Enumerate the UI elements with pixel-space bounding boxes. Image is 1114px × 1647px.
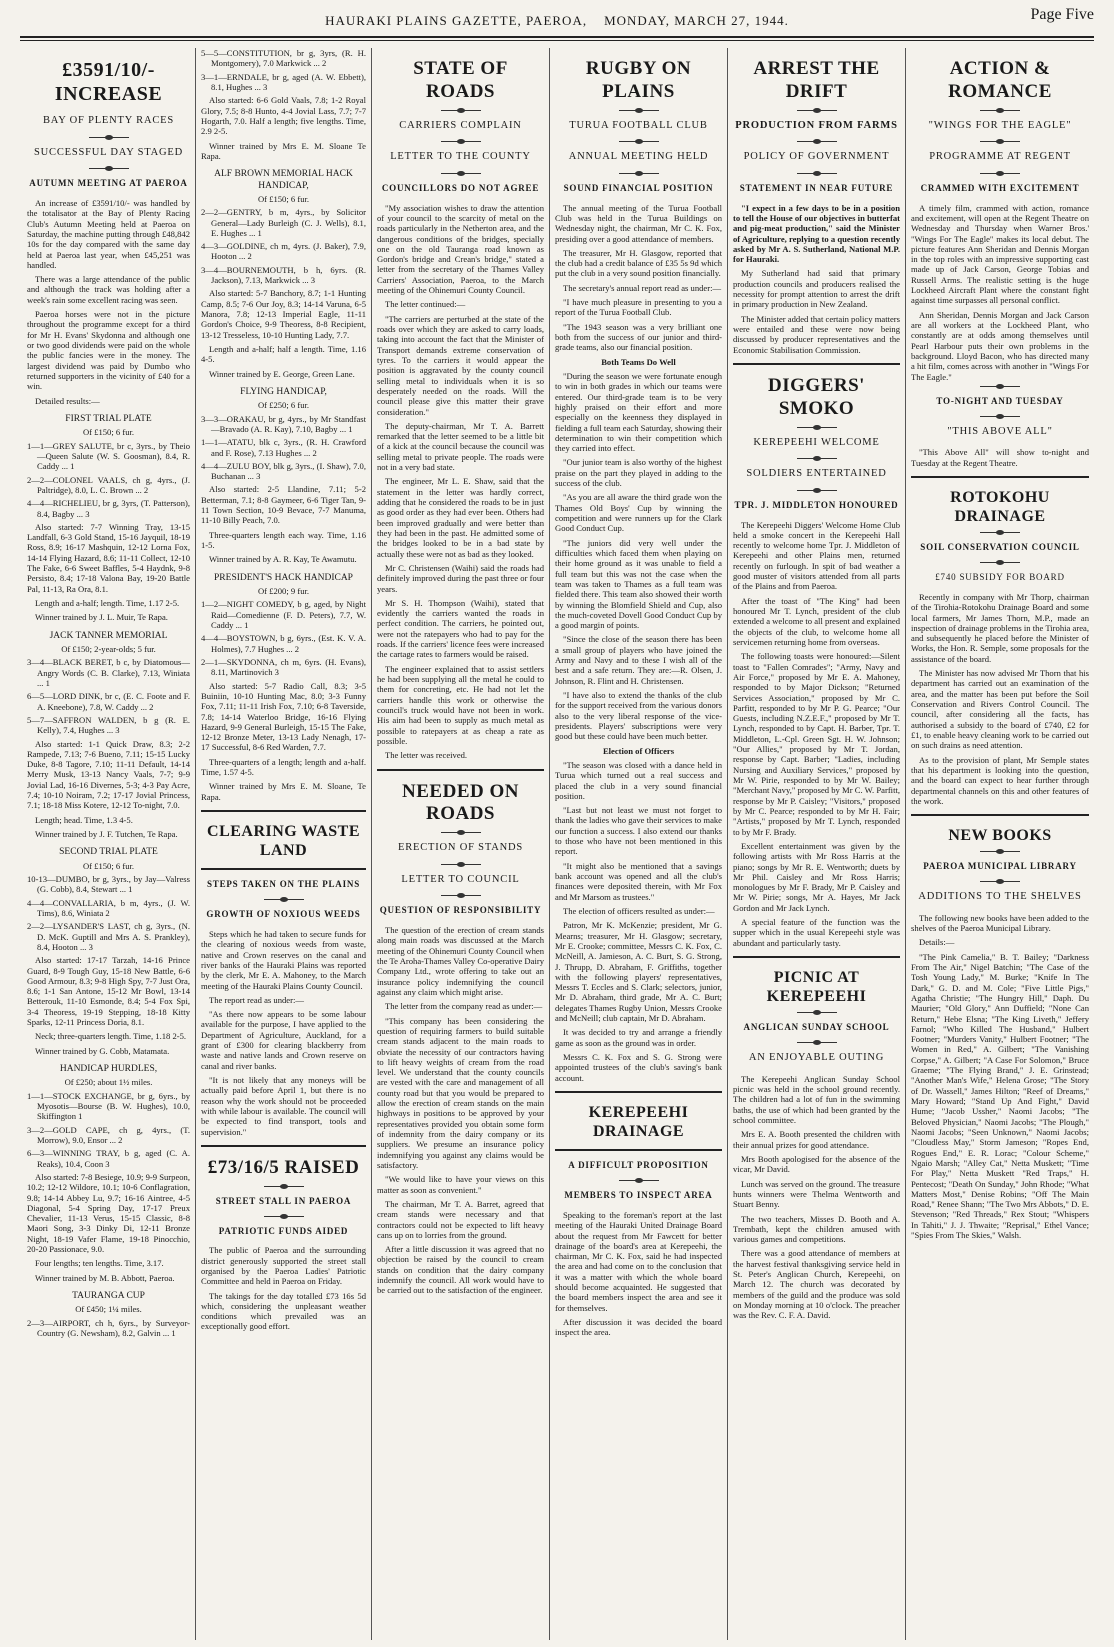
race-title: FLYING HANDICAP, (240, 386, 327, 397)
race-entry: 2—3—AIRPORT, ch h, 6yrs., by Surveyor-Country (G. Newsham), 8.2, Galvin ... 1 (27, 1317, 190, 1339)
race-entry: 5—5—CONSTITUTION, br g, 3yrs, (R. H. Montgomery), 7.0 Markwick ... 2 (201, 48, 366, 69)
paragraph: Mr C. Christensen (Waihi) said the roads had definitely improved during the past three or four years. (377, 562, 544, 594)
section-rule (733, 363, 900, 365)
paragraph: Winner trained by Mrs E. M. Sloane, Te Rapa. (201, 781, 366, 802)
paragraph: Neck; three-quarters length. Time, 1.18 2-5. (35, 1031, 187, 1042)
race-entry: 4—4—CONVALLARIA, b m, 4yrs., (J. W. Tims), 8.6, Winiata 2 (27, 897, 190, 918)
paragraph: The treasurer, Mr H. Glasgow, reported that the club had a credit balance of £35 5s 9d which put the club in a very sound position financially. (555, 247, 722, 279)
column-6 (906, 48, 1094, 1640)
race-stake: Of £250; about 1½ miles. (64, 1077, 153, 1088)
paragraph: Mrs Booth apologised for the absence of the vicar, Mr David. (733, 1153, 900, 1175)
divider (441, 173, 481, 174)
headline-kerepeehi-drainage: KEREPEEHI DRAINAGE (588, 1103, 689, 1141)
subhead: STATEMENT IN NEAR FUTURE (739, 182, 894, 193)
paragraph: Four lengths; ten lengths. Time, 3.17. (35, 1258, 164, 1269)
divider (797, 490, 837, 491)
subhead: TURUA FOOTBALL CLUB (569, 119, 708, 131)
paragraph: Also started: 1-1 Quick Draw, 8.3; 2-2 Rampede, 7.13; 7-6 Bueno, 7.11; 15-15 Lucky Duke, 8-8 Tagore, 7.10; 11-11 Default, 14-14 Merry Musk, 13-13 Nancy Vaals, 7-7; 9-9 Jovial Lad, 16-16 Divernes, 5-3; 4-3 Pay Acre, 7.4; 10-10 Noiram, 7.2; 17-17 Jovial Princess, 7.1; 18-18 Miss Kotere, 12-12 To-night, 7.0. (27, 738, 190, 811)
paragraph: "The season was closed with a dance held in Turua which turned out a real success and placed the club in a very sound financial position. (555, 759, 722, 801)
divider (619, 173, 659, 174)
subhead: QUESTION OF RESPONSIBILITY (379, 905, 542, 916)
paragraph: "I have also to extend the thanks of the club for the support received from the various donors also to the very liberal response of the vice-presidents. Players' subscriptions were very good but these could have been much better. (555, 690, 722, 742)
paragraph: The question of the erection of cream stands along main roads was discussed at the March meeting of the Ohinemuri County Council when the Te Aroha-Thames Valley Co-operative Dairy Company Ltd., wrote offering to take out an insurance policy indemnifying the council against any claim which might arise. (377, 925, 544, 997)
paragraph: The election of officers resulted as under:— (563, 905, 715, 916)
headline-clearing-waste-land: CLEARING WASTE LAND (207, 823, 360, 860)
subhead: BAY OF PLENTY RACES (42, 115, 174, 126)
paragraph: The letter was received. (385, 750, 468, 761)
section-rule (911, 476, 1089, 478)
paragraph: My Sutherland had said that primary production councils and producers realised the necessity for prompt attention to arrest the drift in primary production in New Zealand. (733, 268, 900, 310)
paragraph: Length; head. Time, 1.3 4-5. (35, 814, 133, 825)
masthead (20, 6, 1094, 36)
race-title: SECOND TRIAL PLATE (59, 847, 158, 858)
divider (441, 895, 481, 896)
paragraph: "During the season we were fortunate enough to win in both grades in which our teams were entered. Our third-grade team is to be very highly praised on their effort and more especially on the keenness they displayed in fielding a full team each Saturday, showing their determination to win their competition which they carried into effect. (555, 370, 722, 454)
divider (264, 899, 304, 900)
section-rule (377, 769, 544, 771)
subhead: AN ENJOYABLE OUTING (748, 1052, 885, 1064)
paragraph: The Minister added that certain policy matters were entailed and these were now being discussed by producer representatives and the Economic Stabilisation Commission. (733, 313, 900, 355)
divider (619, 110, 659, 111)
subhead: ANGLICAN SUNDAY SCHOOL (743, 1022, 890, 1033)
paragraph: The letter from the company read as under:— (385, 1001, 543, 1012)
paragraph: After a little discussion it was agreed that no objection be raised by the council to cream stands on condition that the dairy company indemnify the council. All work would have to be carried out to the satisfaction of the engineer. (377, 1244, 544, 1296)
divider (797, 458, 837, 459)
paragraph: A special feature of the function was the supper which in the usual Kerepeehi style was abundant and particularly tasty. (733, 917, 900, 948)
page-number: Page Five (1030, 6, 1094, 23)
race-entry: 2—2—COLONEL VAALS, ch g, 4yrs., (J. Paltridge), 8.0, L. C. Brown ... 2 (27, 474, 190, 495)
race-title: HANDICAP HURDLES, (59, 1064, 158, 1075)
paragraph: The chairman, Mr T. A. Barret, agreed that cream stands were necessary and that contractors could not be expected to lift heavy cans up on to lorries from the ground. (377, 1198, 544, 1240)
divider (980, 173, 1020, 174)
paragraph: "We would like to have your views on this matter as soon as convenient." (377, 1174, 544, 1195)
subhead: SOIL CONSERVATION COUNCIL (920, 542, 1080, 553)
divider (797, 1042, 837, 1043)
paragraph: Also started: 7-7 Winning Tray, 13-15 Landfall, 6-3 Gold Stand, 15-16 Jayquil, 18-19 Ross, 8.9; 16-17 Mashquin, 12-12 Lorna Fox, 14-14 Flying Hazard, 8.6; 11-11 Collect, 12-10 The Fake, 6-6 Sweet Baffles, 5-4 Haydnk, 9-8 Persisto, 8.4; 17-18 Valona Bay, 19-20 Battle Pal, 11-13, Ra Ora, 8.1. (27, 521, 190, 594)
headline-raised: £73/16/5 RAISED (207, 1156, 360, 1178)
subhead: PROGRAMME AT REGENT (929, 151, 1071, 163)
paragraph: There was a large attendance of the public and although the track was holding after a week's rain some excellent racing was seen. (27, 274, 190, 305)
race-title: JACK TANNER MEMORIAL (49, 630, 168, 641)
paragraph: Three-quarters of a length; length and a-half. Time, 1.57 4-5. (201, 756, 366, 778)
subhead: SOUND FINANCIAL POSITION (563, 182, 714, 193)
paragraph: Winner trained by M. B. Abbott, Paeroa. (35, 1272, 175, 1283)
paragraph: A timely film, crammed with action, romance and excitement, will open at the Regent Theatre on Wednesday and Thursday when Warner Bros.' "Wings For The Eagle" makes its local debut. The picture features Ann Sheridan and Dennis Morgan in the top roles with an impressive supporting cast made up of Jack Carson, George Tobias and Russell Arms. The realistic setting is the huge Lockheed Aircraft Plant where the constant fight against time surpasses all personal conflict. (911, 202, 1089, 306)
paragraph: Winner trained by J. L. Muir, Te Rapa. (35, 612, 168, 623)
headline-needed-on-roads: NEEDED ON ROADS (402, 780, 519, 825)
divider (980, 851, 1020, 852)
column-4 (550, 48, 728, 1640)
subhead: ERECTION OF STANDS (398, 842, 523, 854)
headline-state-of-roads: STATE OF ROADS (413, 58, 508, 102)
paragraph: The report read as under:— (209, 994, 304, 1005)
section-rule (201, 810, 366, 812)
masthead-title: HAURAKI PLAINS GAZETTE, PAEROA, MONDAY, MARCH 27, 1944. (325, 13, 789, 28)
columns (22, 48, 1094, 1640)
paragraph: Patron, Mr K. McKenzie; president, Mr G. Mearns; treasurer, Mr H. Glasgow; secretary, Mr E. Crooke; committee, Messrs C. K. Fox, C. McNeill, A. Jamieson, A. C. Burt, S. G. Strong, J. Thrupp, D. Abraham, F. Griffiths, together with the following players' representatives, Messrs T. Eccles and S. Clark; selectors, junior, Mr D. Abraham, third grade, Mr A. C. Burt; delegates Thames Rugby Union, Messrs Crooke and McNeill; club captain, Mr D. Abraham. (555, 920, 722, 1024)
subhead: TPR. J. MIDDLETON HONOURED (734, 499, 899, 510)
paragraph: Length and a-half; length. Time, 1.17 2-5. (35, 598, 180, 608)
section-rule (911, 814, 1089, 816)
paragraph: The public of Paeroa and the surrounding district generously supported the street stall organised by the Paeroa Ladies' Patriotic Committee and held in Paeroa on Friday. (201, 1245, 366, 1287)
subhead: MEMBERS TO INSPECT AREA (564, 1190, 713, 1201)
paragraph: Winner trained by J. F. Tutchen, Te Rapa. (35, 829, 178, 840)
paragraph: Length and a-half; half a length. Time, 1.16 4-5. (201, 343, 366, 365)
column-2 (196, 48, 372, 1640)
subhead: STREET STALL IN PAEROA (215, 1195, 352, 1206)
divider (980, 110, 1020, 111)
subhead: STEPS TAKEN ON THE PLAINS (206, 879, 361, 890)
race-entry: 3—4—BOURNEMOUTH, b h, 6yrs. (R. Jackson), 7.13, Markwick ... 3 (201, 264, 366, 286)
subhead: A DIFFICULT PROPOSITION (568, 1160, 709, 1171)
headline-action-romance: ACTION & ROMANCE (948, 58, 1052, 102)
paragraph: Also started: 5-7 Radio Call, 8.3; 3-5 Buiniin, 10-10 Hunting Mac, 8.0; 3-3 Funny Fox, 7.11; 11-11 Irish Fox, 7.10; 6-8 Taverside, 7.8; 14-14 Waterloo Bridge, 16-16 Flying Hazard, 9-9 General Burleigh, 15-15 The Fake, 12-12 Bronze Meter, 13-13 Lady Nenagh, 17-17 Successful, 8-6 Red Warden, 7.7. (201, 680, 366, 753)
subhead: "THIS ABOVE ALL" (947, 425, 1053, 437)
section-rule (733, 956, 900, 958)
section-rule (201, 1145, 366, 1147)
paragraph: "The Pink Camelia," B. T. Bailey; "Darkness From The Air," Nigel Batchin; "The Case of the Tosh Young Lady," M. Burke; "Knife In The Dark," G. D. and M. Cole; "Five Little Pigs," Agatha Christie; "The Hungry Hill," Daph. Du Maurier; "Old Glory," Ann Duffield; "None Can Return," Hebe Elsna; "The King Liveth," Jeffery Farnol; "Who Killed The Husband," Hulbert Footner; "Murders Vanity," Hulbert Footner; "The Women in Red," A. Gilbert; "The Vanishing Corpse," A. Gilbert; "A Case For Solomon," Bruce Graeme; "The Flying Brand," J. E. Grinstead; "Another Man's Wife," Helena Grose; "The Story of Dr. Wassell," James Hilton; "Reef of Dreams," Mary Howard; "Stand Up And Fight," David Hume; "Jacob Ussher," Naomi Jacobs; "The Beloved Physician," Naomi Jacobs; "The Plough," Naomi Jacobs; "Seen Unknown," Naomi Jacobs; "Cloudless May," Storm Jameson; "Ropes End, Rogues End," E. R. Lorac; "Colour Scheme," Ngaio Marsh; "Alley Cat," Netta Muskett; "Time For Play," Netta Muskett "Red Traps," H. Pentecost; "Death On Sunday," John Rhode; "What Matters Most," Denise Robins; "Off The Main Road," Renee Shann; "The Two Mrs Abbots," D. E. Stevenson; "Red Threads," Rex Stout; "Whispers In Tahiti," J. J. Thwaite; "Reprisal," Ethel Vance; "Spies From The Skies," Walsh. (911, 951, 1089, 1241)
divider (980, 881, 1020, 882)
divider (441, 832, 481, 833)
paragraph: The two teachers, Misses D. Booth and A. Trembath, kept the children amused with various games and competitions. (733, 1213, 900, 1245)
paragraph: Mrs E. A. Booth presented the children with their annual prizes for good attendance. (733, 1129, 900, 1150)
headline-new-books: NEW BOOKS (948, 827, 1052, 845)
race-entry: 6—5—LORD DINK, br c, (E. C. Foote and F. A. Kneebone), 7.8, W. Caddy ... 2 (27, 691, 190, 712)
paragraph: An increase of £3591/10/- was handled by the totalisator at the Bay of Plenty Racing Club's Autumn Meeting held at Paeroa on Saturday, the machine putting through £48,842 10s for the day compared with the same day held at Paeroa last year, when £45,251 was handled. (27, 197, 190, 270)
paragraph: Paeroa horses were not in the picture throughout the programme except for a third for Mr H. Evans' Skydonna and although one or two good dividends were paid on the whole the public fancies were in the money. The largest dividend was paid by Dumbo who returned supporters in the vicinity of £40 for a win. (27, 309, 190, 392)
paragraph: There was a good attendance of members at the harvest festival thanksgiving service held in St. Peter's Anglican Church, Kerepeehi, on March 12. The church was decorated by members of the guild and the produce was sold on Monday morning at 10 o'clock. The preacher was the Rev. C. F. A. David. (733, 1248, 900, 1321)
headline-rugby-on-plains: RUGBY ON PLAINS (585, 58, 692, 102)
section-rule (555, 1091, 722, 1093)
paragraph: It was decided to try and arrange a friendly game as soon as the ground was in order. (555, 1027, 722, 1048)
divider (441, 864, 481, 865)
paragraph: The following toasts were honoured:—Silent toast to "Fallen Comrades"; "Army, Navy and Air Force," proposed by Mr E. A. Mahoney, responded to by Major Dickson; "Returned Services Association," proposed by Mr C. Parfitt, responded to by Mr P. G. Pearce; "Our Guests, including N.Z.E.F.," proposed by Mr T. Lynch, responded to by Capt. H. Barber, Tpr. T. Middleton, L.-Cpl. Green Sgt. H. W. Johnson; "Our Allies," proposed by Mr T. Jordan, response by Capt. Barber; "Ladies, including Nursing and Auxiliary Services," proposed by Mr W. Pirie, responded to by Mr W. Bailey; "Merchant Navy," proposed by Mr C. W. Parfitt, response by Mr P. Caisley; "Visitors," proposed by Mr C. Pearce; responded to by Mr H. Fair; "Artists," proposed by Mr T. Lynch, responded to by Mr F. Brady. (733, 651, 900, 837)
paragraph: Winner trained by Mrs E. M. Sloane Te Rapa. (201, 140, 366, 161)
race-stake: Of £150; 6 fur. (82, 427, 135, 438)
paragraph: The Kerepeehi Diggers' Welcome Home Club held a smoke concert in the Kerepeehi Hall recently to welcome home Tpr. J. Middleton of Kerepeehi and other Plains men, returned recently on furlough. In spit of bad weather a good muster of visitors attended from all parts of the Plains and from Paeroa. (733, 519, 900, 592)
paragraph: Also started: 6-6 Gold Vaals, 7.8; 1-2 Royal Glory, 7.5; 8-8 Hunto, 4-4 Jovial Lass, 7.7; 7-7 Hogarth, 7.0. Half a length; five lengths. Time, 2.9 2-5. (201, 95, 366, 137)
paragraph: The engineer, Mr L. E. Shaw, said that the statement in the letter was hardly correct, adding that he considered the roads to be in just as good order as they had ever been. Others had been improved gradually and were better than they had been in the past. He admitted some of the bridges looked to be in a bad state by actually these were not as bad as they looked. (377, 476, 544, 559)
subhead: CARRIERS COMPLAIN (399, 119, 522, 131)
section-rule (201, 868, 366, 870)
race-title: PRESIDENT'S HACK HANDICAP (214, 572, 353, 583)
paragraph: The annual meeting of the Turua Football Club was held in the Turua Buildings on Wednesday night, the chairman, Mr C. K. Fox, presiding over a good attendance of members. (555, 202, 722, 244)
section-rule (555, 1149, 722, 1151)
race-entry: 3—2—GOLD CAPE, ch g, 4yrs., (T. Morrow), 9.0, Ensor ... 2 (27, 1124, 190, 1145)
side-head: Both Teams Do Well (601, 356, 676, 367)
paragraph: Also started: 2-5 Llandine, 7.11; 5-2 Betterman, 7.1; 8-8 Gaymeer, 6-6 Tiger Tan, 9-11 Town Section, 10-9 Bevace, 7-7 Manuma, 11-10 Billy Peach, 7.0. (201, 484, 366, 526)
race-stake: Of £150; 6 fur. (82, 860, 135, 871)
divider (980, 562, 1020, 563)
divider (980, 416, 1020, 417)
paragraph: "It is not likely that any moneys will be actually paid before April 1, but there is no reason why the work should not be proceeded with while labour is available. The council will be expected to find transport, tools and supervision." (201, 1075, 366, 1137)
subhead: LETTER TO COUNCIL (401, 873, 520, 885)
race-title: ALF BROWN MEMORIAL HACK HANDICAP, (214, 169, 353, 191)
paragraph: "The juniors did very well under the difficulties which faced them when playing on their home ground as it was unable to field a full team but this was not the case when the team was taken to Thames as a full team was fielded there. This team also showed their worth by winning the Blomfield Shield and Cup, also the much-coveted Dovell Good Conduct Cup by a good margin of points. (555, 537, 722, 631)
paragraph: Also started: 7-8 Besiege, 10.9; 9-9 Surpeon, 10.2; 12-12 Wildore, 10.1; 10-6 Conflagration, 9.8; 14-14 Abbey Lu, 9.7; 16-16 Aintree, 4-5 Diagonal, 5-4 Spring Day, 17-17 Preux Chevalier, 11-13 Verus, 15-15 Classic, 8-8 Maori Song, 3-3 Dinky Di, 12-11 Bronze Night, 18-19 Vafer Flame, 19-18 Pinocchio, 20-20 Passionace, 9.0. (27, 1171, 190, 1255)
paragraph: "The 1943 season was a very brilliant one both from the success of our junior and third-grade teams, also our financial position. (555, 321, 722, 353)
divider (441, 110, 481, 111)
subhead: LETTER TO THE COUNTY (390, 151, 531, 163)
paragraph: Also started: 5-7 Banchory, 8.7; 1-1 Hunting Camp, 8.5; 7-6 Our Joy, 8.3; 14-14 Varuna, 6-5 Manora, 7.8; 12-13 Imperial Eagle, 11-11 Gordon's Choice, 9-9 Theoress, 8-8 Recipient, 13-12 Tresseless, 10-10 Hunting Lady, 7.7. (201, 288, 366, 340)
headline-diggers-smoko: DIGGERS' SMOKO (768, 374, 865, 419)
race-entry: 1—1—GREY SALUTE, br c, 3yrs., by Theio—Queen Salute (W. S. Goosman), 8.4, R. Caddy ... 1 (27, 440, 190, 472)
paragraph: Winner trained by A. R. Kay, Te Awamutu. (209, 554, 357, 565)
subhead: GROWTH OF NOXIOUS WEEDS (206, 909, 361, 920)
paragraph: The following new books have been added to the shelves of the Paeroa Municipal Library. (911, 912, 1089, 934)
paragraph: Lunch was served on the ground. The treasure hunts winners were Thelma Wentworth and Stuart Benny. (733, 1178, 900, 1210)
paragraph: Detailed results:— (35, 395, 100, 406)
divider (797, 141, 837, 142)
paragraph: "As there now appears to be some labour available for the purpose, I have applied to the Department of Agriculture, Auckland, for a grant of £300 for clearing blackberry from waste and native lands and Crown reserve on canal and river banks. (201, 1009, 366, 1071)
divider (980, 141, 1020, 142)
race-stake: Of £150; 6 fur. (257, 193, 310, 204)
race-entry: 2—2—LYSANDER'S LAST, ch g, 3yrs., (N. D. McK. Guptill and Mrs A. S. Prankley), 8.4, Hooton ... 3 (27, 921, 190, 952)
paragraph: "I expect in a few days to be in a position to tell the House of our objectives in butterfat and pig-meat production," said the Minister of Agriculture, replying to a question recently asked by Mr A. S. Sutherland, National M.P. for Hauraki. (733, 202, 900, 265)
subhead: COUNCILLORS DO NOT AGREE (381, 182, 540, 193)
subhead: "WINGS FOR THE EAGLE" (928, 119, 1072, 131)
paragraph: "I have much pleasure in presenting to you a report of the Turua Football Club. (555, 297, 722, 318)
race-entry: 5—7—SAFFRON WALDEN, b g (R. E. Kelly), 7.4, Hughes ... 3 (27, 714, 190, 736)
divider (264, 1216, 304, 1217)
divider (797, 427, 837, 428)
paragraph: After discussion it was decided the board inspect the area. (555, 1317, 722, 1338)
subhead: TO-NIGHT AND TUESDAY (936, 395, 1064, 406)
headline-arrest-the-drift: ARREST THE DRIFT (753, 58, 880, 102)
divider (980, 532, 1020, 533)
paragraph: "As you are all aware the third grade won the Thames Old Boys' Cup by winning the competition and were runners up for the Clark Good Conduct Cup. (555, 492, 722, 534)
race-stake: Of £150; 2-year-olds; 5 fur. (61, 644, 156, 655)
paragraph: Excellent entertainment was given by the following artists with Mr Ross Harris at the piano; songs by Mr R. E. Wentworth; duets by Mr Phil. Caisley and Mr Ross Harris; monologues by Mr F. Brady, Mr P. Caisley and Mr W. Pirie; songs, Mr A. Hayes, Mr Jack Gordon and Mr Jack Lynch. (733, 840, 900, 913)
headline-picnic-at-kerepeehi: PICNIC AT KEREPEEHI (766, 969, 867, 1006)
paragraph: Mr S. H. Thompson (Waihi), stated that evidently the carriers wanted the roads in perfect condition. The carriers, he pointed out, were not the ratepayers who had to pay for the roads. If the carriers' licence fees were increased the cartage rates to farmers would be raised. (377, 597, 544, 660)
column-5 (728, 48, 906, 1640)
side-head: Election of Officers (602, 745, 675, 756)
paragraph: Messrs C. K. Fox and S. G. Strong were appointed trustees of the club's saving's bank account. (555, 1052, 722, 1083)
paragraph: The Kerepeehi Anglican Sunday School picnic was held in the school ground recently. The children had a lot of fun in the swimming baths, the use of which had been granted by the school committee. (733, 1073, 900, 1126)
paragraph: Steps which he had taken to secure funds for the clearing of noxious weeds from waste, native and Crown reserves on the canal and river banks of the Hauraki Plains was reported by the clerk, Mr E. A. Mahoney, to the March meeting of the Hauraki Plains County Council. (201, 928, 366, 991)
divider (441, 141, 481, 142)
divider (619, 1180, 659, 1181)
paragraph: Three-quarters length each way. Time, 1.16 1-5. (201, 529, 366, 551)
race-entry: 2—1—SKYDONNA, ch m, 6yrs. (H. Evans), 8.11, Martinovich 3 (201, 656, 366, 678)
divider (264, 1186, 304, 1187)
divider (797, 110, 837, 111)
paragraph: The Minister has now advised Mr Thorn that his department has carried out an examination of the area, and the matter has been put before the Soil Conservation and Rivers Control Council. The council, after considering all the facts, has authorised a subsidy to the board of £740, £2 for £1, to enable heavy cleaning work to be carried out on such drains as need attention. (911, 668, 1089, 751)
subhead: CRAMMED WITH EXCITEMENT (920, 182, 1080, 193)
subhead: SUCCESSFUL DAY STAGED (34, 146, 183, 158)
divider (89, 168, 129, 169)
race-entry: 2—2—GENTRY, b m, 4yrs., by Solicitor General—Lady Burleigh (C. J. Wells), 8.1, E. Hughes ... 1 (201, 207, 366, 238)
paragraph: Winner trained by E. George, Green Lane. (209, 368, 355, 379)
paragraph: Also started: 17-17 Tarzah, 14-16 Prince Guard, 8-9 Tough Guy, 15-18 New Battle, 6-6 Good Armour, 8.3; 9-8 High Spy, 7-7 Just Ora, 8.6; 1-1 San Antone, 15-12 Mr Bowl, 13-14 Betterouk, 11-10 Esmonde, 8.4; 5-4 Fox Spi, 3-4 Theoress, 19-19 Stepping, 18-18 Kitty Sparks, 12-11 Princess Doria, 8.1. (27, 955, 190, 1028)
subhead: PAEROA MUNICIPAL LIBRARY (923, 861, 1077, 872)
race-title: TAURANGA CUP (72, 1291, 145, 1302)
headline-increase: £3591/10/- INCREASE (54, 59, 163, 105)
paragraph: The engineer explained that to assist settlers he had been supplying all the metal he could to them for concreting, etc. He had not let the carriers handle this work or otherwise the council's truck would have not been in work. His aim had been to supply as much metal as possible to ratepayers at as cheap a rate as possible. (377, 663, 544, 746)
race-stake: Of £250; 6 fur. (257, 400, 310, 411)
divider (980, 386, 1020, 387)
race-entry: 4—3—GOLDINE, ch m, 4yrs. (J. Baker), 7.9, Hooton ... 2 (201, 241, 366, 262)
paragraph: "Since the close of the season there has been a small group of players who have joined the Army and Navy and to these I wish all of the best and a safe return. They are:—R. Olsen, J. Johnson, R. Flint and H. Christensen. (555, 634, 722, 686)
divider (619, 141, 659, 142)
subhead: £740 SUBSIDY FOR BOARD (935, 572, 1065, 583)
divider (89, 137, 129, 138)
paragraph: The letter continued:— (385, 299, 466, 310)
subhead: PATRIOTIC FUNDS AIDED (218, 1225, 349, 1236)
paragraph: Details:— (919, 937, 955, 948)
subhead: ANNUAL MEETING HELD (568, 151, 709, 163)
race-entry: 4—4—ZULU BOY, blk g, 3yrs., (I. Shaw), 7.0, Buchanan ... 3 (201, 460, 366, 482)
subhead: SOLDIERS ENTERTAINED (746, 468, 887, 480)
race-title: FIRST TRIAL PLATE (65, 413, 152, 424)
race-entry: 3—3—ORAKAU, br g, 4yrs., by Mr Standfast—Bravado (A. R. Kay), 7.10, Bagby ... 1 (201, 413, 366, 434)
race-entry: 10-13—DUMBO, br g, 3yrs., by Jay—Valress (G. Cobb), 8.4, Stewart ... 1 (27, 874, 190, 895)
column-1 (22, 48, 196, 1640)
paragraph: "My association wishes to draw the attention of your council to the scarcity of metal on the roads particularly in the Netherton area, and the dangerous conditions of the bridges, specially one on the old Tauranga road known as Gordon's bridge and Crean's bridge," stated a letter from the secretary of the Thames Valley Carriers' Association, Paeroa, to the March meeting of the Ohinemuri County Council. (377, 202, 544, 296)
paragraph: After the toast of "The King" had been honoured Mr T. Lynch, president of the club extended a welcome to all present and explained the objects of the club, to welcome home all servicemen returning home from overseas. (733, 595, 900, 647)
paragraph: Recently in company with Mr Thorp, chairman of the Tirohia-Rotokohu Drainage Board and some local farmers, Mr James Thorn, M.P., made an inspection of drainage problems in the Tirohia area, and subsequently he placed before the Minister of Works, the Hon. R. Semple, some proposals for the assistance of the board. (911, 591, 1089, 664)
subhead: POLICY OF GOVERNMENT (743, 151, 890, 163)
headline-rotokohu-drainage: ROTOKOHU DRAINAGE (950, 488, 1050, 526)
race-entry: 6—3—WINNING TRAY, b g, aged (C. A. Reaks), 10.4, Coon 3 (27, 1148, 190, 1169)
paragraph: "This company has been considering the question of requiring farmers to build suitable cream stands adjacent to the main roads to obviate the necessity of our contractors having to lift heavy weights of cream from the road level. We understand that the county councils are vested with the care and management of all county road but that you would be prepared to allow the erection of cream stands on the main highways in positions to be approved by your representatives provided you obtain some form of indemnity from the dairy company or its suppliers. We presume an insurance policy indemnifying you against any claims would be satisfactory. (377, 1015, 544, 1170)
race-entry: 1—1—ATATU, blk c, 3yrs., (R. H. Crawford and F. Rose), 7.13 Hughes ... 2 (201, 437, 366, 458)
subhead: AUTUMN MEETING AT PAEROA (29, 178, 188, 189)
race-entry: 4—4—BOYSTOWN, b g, 6yrs., (Est. K. V. A. Holmes), 7.7 Hughes ... 2 (201, 633, 366, 654)
paragraph: "This Above All" will show to-night and Tuesday at the Regent Theatre. (911, 447, 1089, 468)
paragraph: The takings for the day totalled £73 16s 5d which, considering the unpleasant weather conditions which prevailed was an exceptionally good effort. (201, 1290, 366, 1332)
divider (797, 173, 837, 174)
paragraph: The secretary's annual report read as under:— (563, 282, 722, 293)
masthead-rule (20, 36, 1094, 38)
paragraph: "The carriers are perturbed at the state of the roads over which they are asked to carry loads, taking into account the fact that the Minister of Transport demands extreme conservation of tyres. To the carriers it would appear the position is aggravated by the county council selling metal to individuals when it is so desperately needed on the roads. Will the council please give this matter their grave consideration." (377, 313, 544, 417)
paragraph: As to the provision of plant, Mr Semple states that his department is looking into the question, and the board can expect to hear further through departmental channels on this and other features of the work. (911, 754, 1089, 806)
subhead: PRODUCTION FROM FARMS (735, 119, 898, 131)
column-3 (372, 48, 550, 1640)
paragraph: Ann Sheridan, Dennis Morgan and Jack Carson are all workers at the Lockheed Plant, who constantly are at odds among themselves until Pearl Harbour puts their own problems in the background. Lloyd Bacon, who has directed many a hit film, comes across with another in "Wings For The Eagle." (911, 309, 1089, 382)
divider (797, 1012, 837, 1013)
paragraph: The deputy-chairman, Mr T. A. Barrett remarked that the letter seemed to be a little bit of a kick at the council because the council was selling metal to private people. The roads were not in a very bad state. (377, 420, 544, 473)
paragraph: "Last but not least we must not forget to thank the ladies who gave their services to make our function a success. I also extend our thanks to those who have not been mentioned in this report. (555, 805, 722, 857)
race-stake: Of £450; 1¼ miles. (75, 1304, 142, 1315)
race-entry: 3—4—BLACK BERET, b c, by Diatomous—Angry Words (C. B. Clarke), 7.13, Winiata ... 1 (27, 657, 190, 688)
race-entry: 1—2—NIGHT COMEDY, b g, aged, by Night Raid—Comedienne (F. D. Peters), 7.7, W. Caddy ... 1 (201, 599, 366, 630)
subhead: KEREPEEHI WELCOME (753, 436, 880, 448)
race-entry: 1—1—STOCK EXCHANGE, br g, 6yrs., by Myosotis—Bourse (B. W. Hughes), 10.0, Skiffington 1 (27, 1090, 190, 1122)
race-entry: 4—4—RICHELIEU, br g, 3yrs, (T. Patterson), 8.4, Bagby ... 3 (27, 498, 190, 519)
paragraph: Speaking to the foreman's report at the last meeting of the Hauraki United Drainage Board about the request from Mr Fawcett for better drainage of the board's area at Kerepeehi, the chairman, Mr C. K. Fox, said he had inspected the area and had come on to the conclusion that it was a matter with which the whole board should become acquainted. He suggested that the board members inspect the area and see it for themselves. (555, 1209, 722, 1313)
paragraph: "It might also be mentioned that a savings bank account was opened and all the club's finances were deposited therein, with Mr Fox and Mr Marsom as trustees." (555, 860, 722, 902)
subhead: ADDITIONS TO THE SHELVES (918, 891, 1082, 903)
race-stake: Of £200; 9 fur. (257, 586, 310, 597)
paragraph: "Our junior team is also worthy of the highest praise on the part they played in adding to the success of the club. (555, 457, 722, 489)
race-entry: 3—1—ERNDALE, br g, aged (A. W. Ebbett), 8.1, Hughes ... 3 (201, 71, 366, 92)
masthead-rule-thin (20, 40, 1094, 41)
paragraph: Winner trained by G. Cobb, Matamata. (35, 1045, 170, 1056)
